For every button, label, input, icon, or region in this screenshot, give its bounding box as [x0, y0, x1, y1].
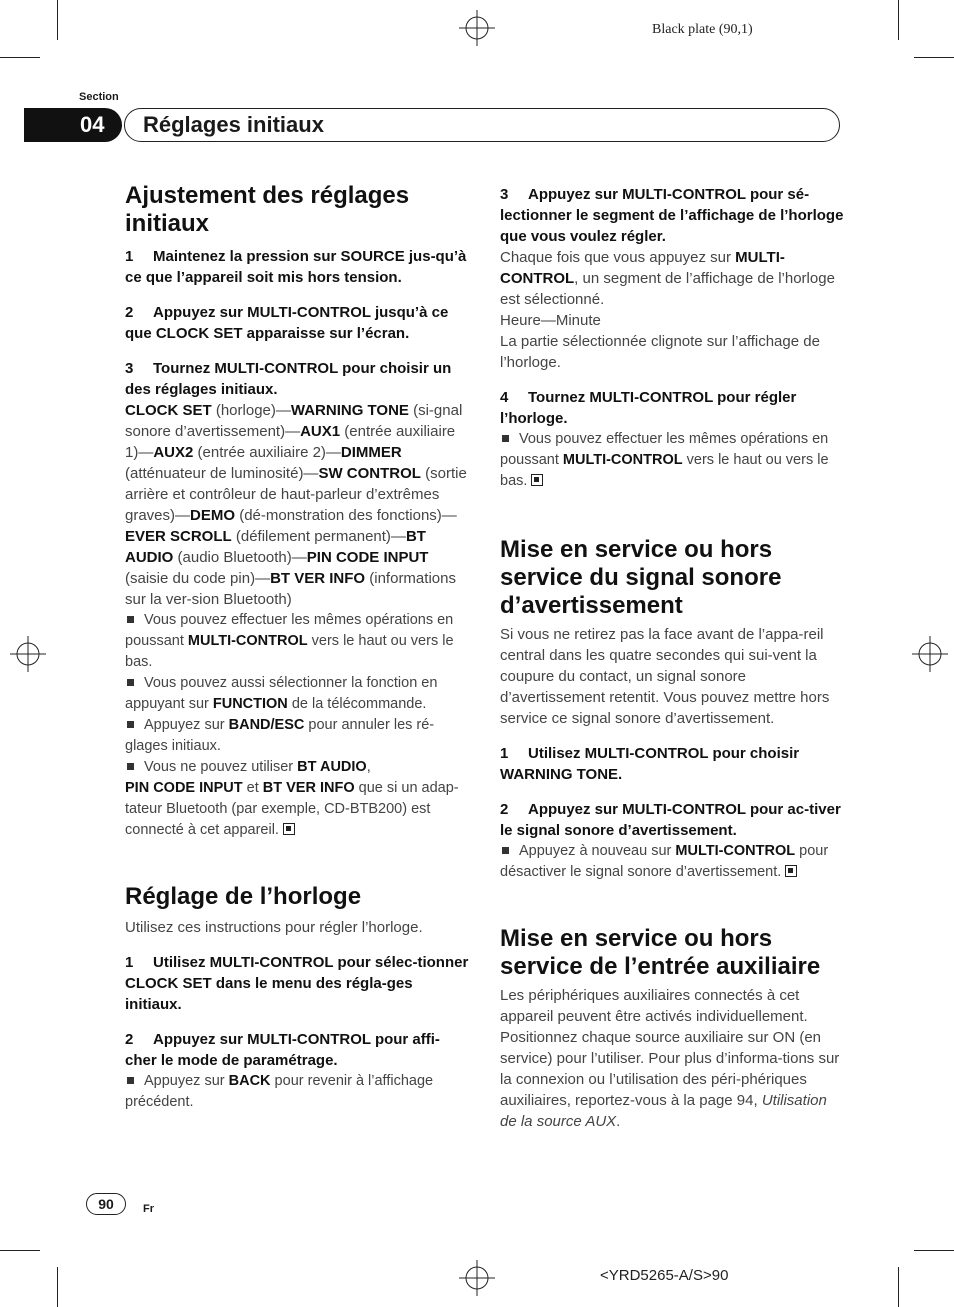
crop-mark — [914, 57, 954, 58]
end-mark-icon — [785, 865, 797, 877]
end-mark-icon — [531, 474, 543, 486]
registration-mark-icon — [10, 636, 46, 672]
heading-aux-input: Mise en service ou hors service de l’entrée auxiliaire — [500, 925, 821, 980]
note-push-multi-control: Vous pouvez effectuer les mêmes opérations en poussant MULTI-CONTROL vers le haut ou vers le bas. — [125, 612, 454, 670]
section-label: Section — [79, 91, 119, 103]
warning-step-2: 2 Appuyez sur MULTI-CONTROL pour ac-tiver le signal sonore d’avertissement. — [500, 801, 841, 839]
crop-mark — [0, 57, 40, 58]
clock-step-1: 1 Utilisez MULTI-CONTROL pour sélec-tionner CLOCK SET dans le menu des régla-ges initiaux. — [125, 954, 469, 1013]
plate-label: Black plate (90,1) — [652, 22, 753, 37]
settings-menu-list: CLOCK SET (horloge)—WARNING TONE (si-gnal sonore d’avertissement)—AUX1 (entrée auxiliaire 1)—AUX2 (entrée auxiliaire 2)—DIMMER (atténuateur de luminosité)—SW CONTROL (sortie arrière et contrôleur de haut-parleur d’extrêmes graves)—DEMO (dé-monstration des fonctions)—EVER SCROLL (défilement permanent)—BT AUDIO (audio Bluetooth)—PIN CODE INPUT (saisie du code pin)—BT VER INFO (informations sur la ver-sion Bluetooth) — [125, 402, 467, 608]
right-column — [500, 184, 844, 1132]
step-2: 2 Appuyez sur MULTI-CONTROL jusqu’à ce que CLOCK SET apparaisse sur l’écran. — [125, 304, 449, 342]
bullet-icon — [127, 1077, 134, 1084]
section-title-bar — [124, 108, 840, 142]
heading-clock: Réglage de l’horloge — [125, 883, 362, 910]
crop-mark — [0, 1250, 40, 1251]
bullet-icon — [502, 435, 509, 442]
note-bluetooth-adapter: Vous ne pouvez utiliser BT AUDIO, PIN CODE INPUT et BT VER INFO que si un adap-tateur Bluetooth (par exemple, CD-BTB200) est connecté à cet appareil. — [125, 759, 459, 838]
section-badge — [24, 108, 122, 142]
clock-step-4: 4 Tournez MULTI-CONTROL pour régler l’horloge. — [500, 389, 797, 427]
crop-mark — [57, 0, 58, 40]
note-warning-off: Appuyez à nouveau sur MULTI-CONTROL pour désactiver le signal sonore d’avertissement. — [500, 843, 829, 880]
page-number: 90 — [86, 1193, 126, 1215]
bullet-icon — [127, 721, 134, 728]
warning-step-1: 1 Utilisez MULTI-CONTROL pour choisir WARNING TONE. — [500, 745, 800, 783]
section-number: 04 — [80, 112, 105, 137]
language-code: Fr — [143, 1203, 154, 1215]
clock-segments: Heure—Minute — [500, 312, 601, 329]
left-column — [125, 182, 469, 1113]
bullet-icon — [127, 679, 134, 686]
crop-mark — [914, 1250, 954, 1251]
end-mark-icon — [283, 823, 295, 835]
warning-intro: Si vous ne retirez pas la face avant de l’appa-reil central dans les quatre secondes qui sui-vent la coupure du contact, un signal sonore d’avertissement retentit. Vous pouvez mettre hors service ce signal sonore d’avertissement. — [500, 626, 830, 727]
clock-intro: Utilisez ces instructions pour régler l’horloge. — [125, 919, 423, 936]
bullet-icon — [127, 763, 134, 770]
clock-step-2: 2 Appuyez sur MULTI-CONTROL pour affi-cher le mode de paramétrage. — [125, 1031, 440, 1069]
crop-mark — [57, 1267, 58, 1307]
heading-initial-settings: Ajustement des réglages initiaux — [125, 182, 410, 237]
note-clock-push: Vous pouvez effectuer les mêmes opérations en poussant MULTI-CONTROL vers le haut ou vers le bas. — [500, 431, 829, 489]
step-3: 3 Tournez MULTI-CONTROL pour choisir un des réglages initiaux. — [125, 360, 452, 398]
note-function-key: Vous pouvez aussi sélectionner la fonction en appuyant sur FUNCTION de la télécommande. — [125, 675, 438, 712]
document-code: <YRD5265-A/S>90 — [600, 1267, 729, 1284]
registration-mark-icon — [459, 10, 495, 46]
registration-mark-icon — [912, 636, 948, 672]
clock-step-3: 3 Appuyez sur MULTI-CONTROL pour sé-lectionner le segment de l’affichage de l’horloge que vous voulez régler. — [500, 186, 844, 245]
aux-intro: Les périphériques auxiliaires connectés à cet appareil peuvent être activés individuellement. Positionnez chaque source auxiliaire sur ON (en service) pour l’utiliser. Pour plus d’informa-tions sur la connexion ou l’utilisation des péri-phériques auxiliaires, reportez-vous à la page 94, Utilisation de la source AUX. — [500, 987, 840, 1130]
note-band-esc: Appuyez sur BAND/ESC pour annuler les ré-glages initiaux. — [125, 717, 435, 754]
aux-reference: Utilisation de la source AUX — [500, 1092, 827, 1130]
crop-mark — [898, 1267, 899, 1307]
section-title: Réglages initiaux — [143, 112, 324, 137]
note-back-key: Appuyez sur BACK pour revenir à l’affichage précédent. — [125, 1073, 434, 1110]
clock-step-3-detail: Chaque fois que vous appuyez sur MULTI-CONTROL, un segment de l’affichage de l’horloge est sélectionné. — [500, 249, 835, 308]
crop-mark — [898, 0, 899, 40]
clock-blink-note: La partie sélectionnée clignote sur l’affichage de l’horloge. — [500, 333, 820, 371]
bullet-icon — [502, 847, 509, 854]
step-1: 1 Maintenez la pression sur SOURCE jus-qu’à ce que l’appareil soit mis hors tension. — [125, 248, 467, 286]
registration-mark-icon — [459, 1260, 495, 1296]
heading-warning-tone: Mise en service ou hors service du signal sonore d’avertissement — [500, 536, 782, 619]
bullet-icon — [127, 616, 134, 623]
